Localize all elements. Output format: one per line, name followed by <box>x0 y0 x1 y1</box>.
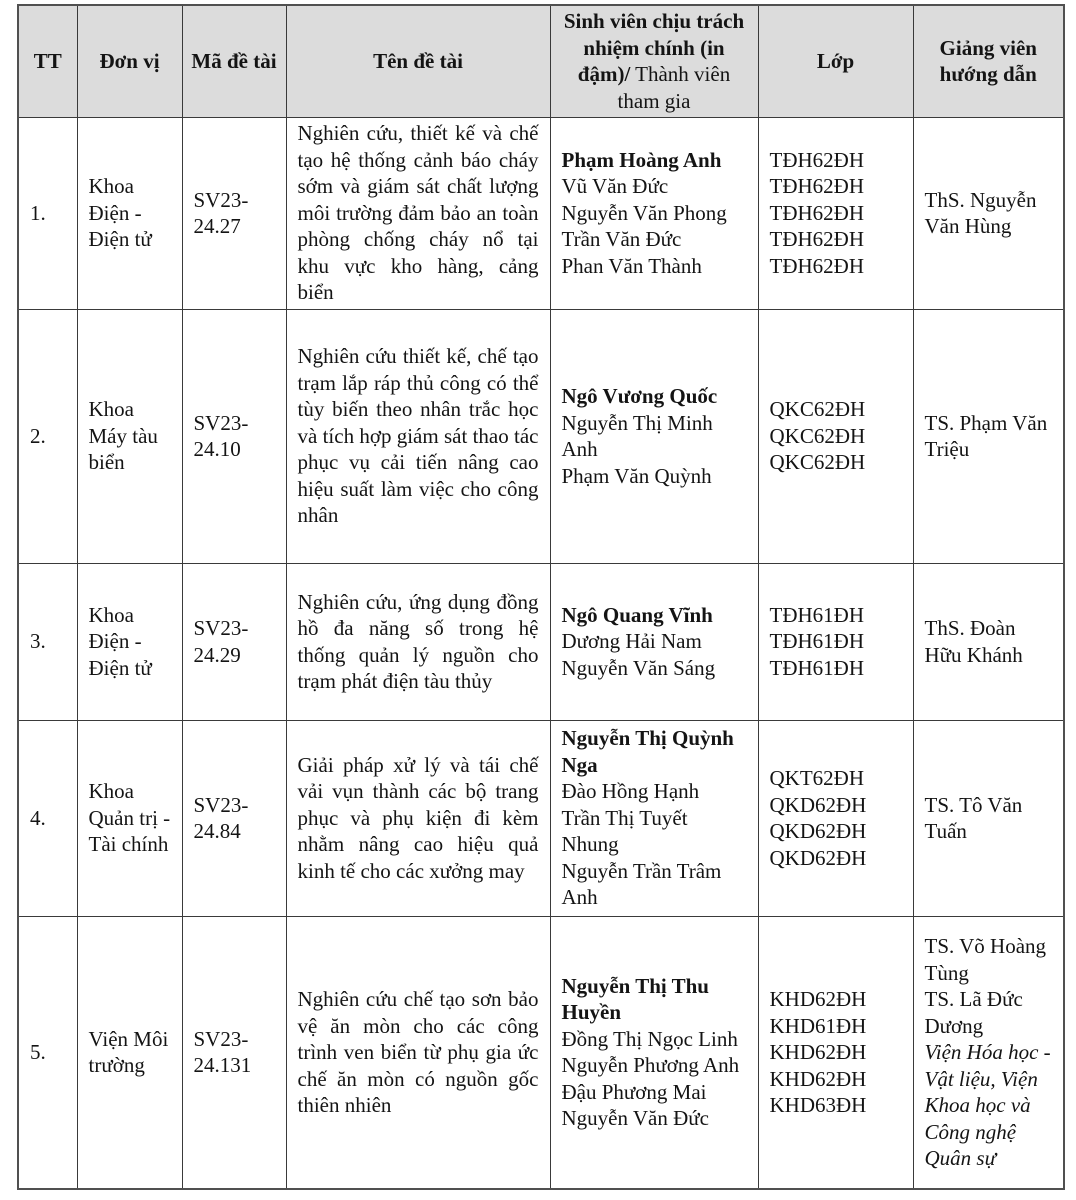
row-number: 2. <box>18 309 77 563</box>
class-code: TĐH62ĐH <box>769 253 864 278</box>
class-code: QKC62ĐH <box>769 450 866 475</box>
class-code: TĐH61ĐH <box>769 655 864 680</box>
topic-title: Giải pháp xử lý và tái chế vải vụn thành các bộ trang phục và phụ kiện đi kèm nhằm nâng cao hiệu quả kinh tế cho các xưởng may <box>286 720 550 916</box>
lead-student: Phạm Hoàng Anh <box>561 147 722 172</box>
class-code: QKD62ĐH <box>769 845 867 870</box>
table-row <box>18 916 1064 1189</box>
table-header-row <box>18 5 1064 117</box>
lead-student: Nguyễn Thị Thu Huyền <box>561 973 709 1025</box>
advisor-name: TS. Phạm Văn Triệu <box>924 410 1048 461</box>
member-student: Vũ Văn Đức <box>561 174 669 199</box>
row-number: 3. <box>18 563 77 720</box>
students-cell <box>550 563 758 720</box>
class-code: TĐH62ĐH <box>769 174 864 199</box>
member-student: Trần Thị Tuyết Nhung <box>561 805 688 857</box>
unit-cell: Khoa Máy tàu biển <box>77 309 182 563</box>
advisor-cell <box>913 563 1064 720</box>
topic-title: Nghiên cứu chế tạo sơn bảo vệ ăn mòn cho các công trình ven biển từ phụ gia ức chế ăn mòn có nguồn gốc thiên nhiên <box>286 916 550 1189</box>
students-cell <box>550 916 758 1189</box>
header-students-bold: Sinh viên chịu trách nhiệm chính (in đậm)/ <box>563 9 745 87</box>
class-code: KHD62ĐH <box>769 1040 867 1064</box>
class-code: TĐH62ĐH <box>769 147 864 172</box>
class-code: QKC62ĐH <box>769 423 866 448</box>
member-student: Nguyễn Văn Đức <box>561 1106 709 1131</box>
table-row <box>18 720 1064 916</box>
member-student: Đào Hồng Hạnh <box>561 779 700 804</box>
topic-title: Nghiên cứu, ứng dụng đồng hồ đa năng số trong hệ thống quản lý nguồn cho trạm phát điện tàu thủy <box>286 563 550 720</box>
header-students-normal: Thành viên tham gia <box>617 62 731 113</box>
table-row <box>18 563 1064 720</box>
class-code: TĐH61ĐH <box>769 629 864 654</box>
advisor-name: ThS. Đoàn Hữu Khánh <box>924 616 1023 667</box>
class-code: KHD61ĐH <box>769 1013 867 1038</box>
member-student: Nguyễn Văn Sáng <box>561 655 716 680</box>
topic-code: SV23-24.10 <box>182 309 286 563</box>
advisor-name: TS. Lã Đức Dương <box>924 987 1023 1038</box>
member-student: Nguyễn Trần Trâm Anh <box>561 858 722 910</box>
advisor-name: ThS. Nguyễn Văn Hùng <box>924 187 1037 238</box>
member-student: Đậu Phương Mai <box>561 1079 707 1104</box>
class-cell <box>758 563 913 720</box>
class-cell <box>758 117 913 309</box>
class-cell <box>758 309 913 563</box>
research-topics-table <box>17 4 1065 1190</box>
students-cell <box>550 309 758 563</box>
class-code: TĐH62ĐH <box>769 227 864 252</box>
row-number: 1. <box>18 117 77 309</box>
topic-title: Nghiên cứu thiết kế, chế tạo trạm lắp ráp thủ công có thể tùy biến theo nhân trắc học và tích hợp giám sát thao tác phục vụ cải tiến nâng cao hiệu suất làm việc cho công nhân <box>286 309 550 563</box>
advisor-affiliation: Viện Hóa học - Vật liệu, Viện Khoa học và Công nghệ Quân sự <box>924 1040 1051 1170</box>
member-student: Phan Văn Thành <box>561 253 702 278</box>
unit-cell: Khoa Điện - Điện tử <box>77 563 182 720</box>
topic-code: SV23-24.27 <box>182 117 286 309</box>
advisor-cell <box>913 309 1064 563</box>
member-student: Nguyễn Phương Anh <box>561 1053 740 1078</box>
students-cell <box>550 720 758 916</box>
member-student: Phạm Văn Quỳnh <box>561 463 712 488</box>
topic-title: Nghiên cứu, thiết kế và chế tạo hệ thống cảnh báo cháy sớm và giám sát chất lượng môi trường đảm bảo an toàn phòng chống cháy nổ tại khu vực kho hàng, cảng biển <box>286 117 550 309</box>
class-code: KHD62ĐH <box>769 1066 867 1091</box>
header-title: Tên đề tài <box>286 5 550 117</box>
class-code: QKD62ĐH <box>769 792 867 817</box>
class-code: KHD63ĐH <box>769 1093 867 1117</box>
table-row <box>18 309 1064 563</box>
lead-student: Ngô Vương Quốc <box>561 384 718 408</box>
class-code: KHD62ĐH <box>769 987 867 1011</box>
member-student: Dương Hải Nam <box>561 629 702 654</box>
class-code: QKC62ĐH <box>769 397 866 422</box>
advisor-cell <box>913 117 1064 309</box>
header-unit: Đơn vị <box>77 5 182 117</box>
class-code: QKD62ĐH <box>769 819 867 843</box>
lead-student: Nguyễn Thị Quỳnh Nga <box>561 726 734 777</box>
class-cell <box>758 720 913 916</box>
unit-cell: Khoa Điện - Điện tử <box>77 117 182 309</box>
member-student: Nguyễn Văn Phong <box>561 200 727 225</box>
lead-student: Ngô Quang Vĩnh <box>561 602 713 627</box>
header-code: Mã đề tài <box>182 5 286 117</box>
students-cell <box>550 117 758 309</box>
member-student: Nguyễn Thị Minh Anh <box>561 410 713 461</box>
header-tt: TT <box>18 5 77 117</box>
class-code: TĐH61ĐH <box>769 602 864 627</box>
advisor-name: TS. Tô Văn Tuấn <box>924 792 1023 843</box>
unit-cell: Khoa Quản trị - Tài chính <box>77 720 182 916</box>
row-number: 4. <box>18 720 77 916</box>
member-student: Đồng Thị Ngọc Linh <box>561 1026 738 1051</box>
row-number: 5. <box>18 916 77 1189</box>
topic-code: SV23-24.84 <box>182 720 286 916</box>
topic-code: SV23-24.131 <box>182 916 286 1189</box>
unit-cell: Viện Môi trường <box>77 916 182 1189</box>
member-student: Trần Văn Đức <box>561 227 682 252</box>
header-class: Lớp <box>758 5 913 117</box>
class-code: QKT62ĐH <box>769 766 864 790</box>
table-row <box>18 117 1064 309</box>
advisor-cell <box>913 720 1064 916</box>
header-students <box>550 5 758 117</box>
class-cell <box>758 916 913 1189</box>
class-code: TĐH62ĐH <box>769 200 864 225</box>
topic-code: SV23-24.29 <box>182 563 286 720</box>
header-advisor: Giảng viên hướng dẫn <box>913 5 1064 117</box>
advisor-name: TS. Võ Hoàng Tùng <box>924 934 1047 985</box>
advisor-cell <box>913 916 1064 1189</box>
